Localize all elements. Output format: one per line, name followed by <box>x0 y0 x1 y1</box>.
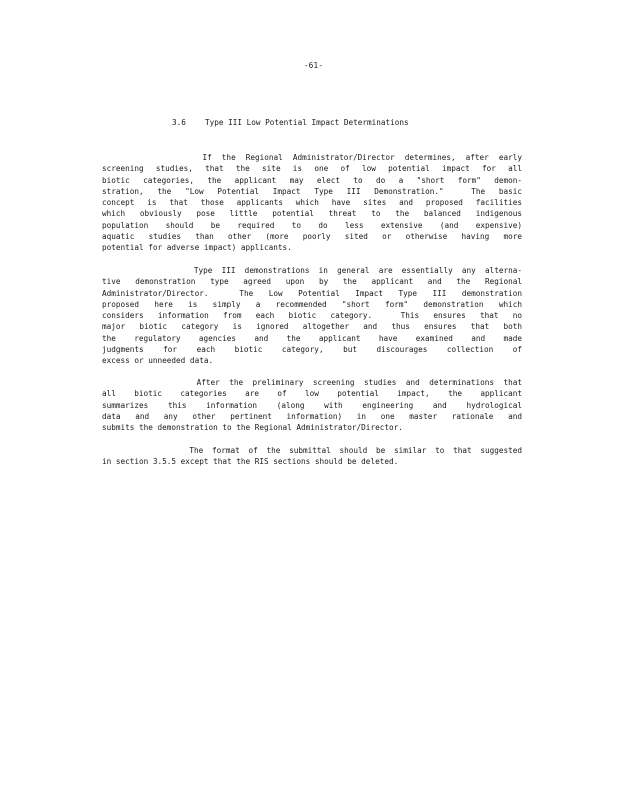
paragraph-line: screening studies, that the site is one of low potential impact for all <box>102 164 522 174</box>
paragraph-line: Administrator/Director. The Low Potential Impact Type III demonstration <box>102 288 522 298</box>
paragraph-line: proposed here is simply a recommended "short form" demonstration which <box>102 299 522 309</box>
paragraph-line: considers information from each biotic category. This ensures that no <box>102 311 522 321</box>
paragraph-preliminary-screening <box>102 377 522 433</box>
paragraph-line: in section 3.5.5 except that the RIS sections should be deleted. <box>102 457 399 467</box>
paragraph-line: which obviously pose little potential threat to the balanced indigenous <box>102 209 522 219</box>
paragraph-line: summarizes this information (along with engineering and hydrological <box>102 400 522 410</box>
section-heading <box>172 117 409 128</box>
paragraph-line: population should be required to do less extensive (and expensive) <box>102 220 522 230</box>
paragraph-line: excess or unneeded data. <box>102 356 214 366</box>
paragraph-line: biotic categories, the applicant may elect to do a "short form" demon- <box>102 175 522 185</box>
paragraph-line: concept is that those applicants which have sites and proposed facilities <box>102 198 522 208</box>
paragraph-line: major biotic category is ignored altogether and thus ensures that both <box>102 322 522 332</box>
paragraph-line: Type III demonstrations in general are essentially any alterna- <box>102 266 522 275</box>
paragraph-line: submits the demonstration to the Regional Administrator/Director. <box>102 423 403 433</box>
paragraph-line: potential for adverse impact) applicants. <box>102 243 292 253</box>
paragraph-submittal-format <box>102 445 522 468</box>
paragraph-line: The format of the submittal should be similar to that suggested <box>102 446 522 455</box>
paragraph-line: After the preliminary screening studies and determinations that <box>102 378 522 387</box>
paragraph-screening <box>102 152 522 254</box>
paragraph-line: data and any other pertinent information) in one master rationale and <box>102 411 522 421</box>
paragraph-line: tive demonstration type agreed upon by the applicant and the Regional <box>102 277 522 287</box>
paragraph-line: If the Regional Administrator/Director determines, after early <box>102 153 522 162</box>
paragraph-line: stration, the "Low Potential Impact Type III Demonstration." The basic <box>102 186 522 196</box>
paragraph-line: all biotic categories are of low potential impact, the applicant <box>102 389 522 399</box>
paragraph-type-iii-demonstrations <box>102 265 522 367</box>
section-number: 3.6 <box>172 118 186 127</box>
paragraph-line: the regulatory agencies and the applicant have examined and made <box>102 333 522 343</box>
page-number: -61- <box>303 61 324 70</box>
section-title: Type III Low Potential Impact Determinations <box>205 118 409 127</box>
paragraph-line: aquatic studies than other (more poorly sited or otherwise having more <box>102 232 522 242</box>
paragraph-line: judgments for each biotic category, but discourages collection of <box>102 345 522 355</box>
